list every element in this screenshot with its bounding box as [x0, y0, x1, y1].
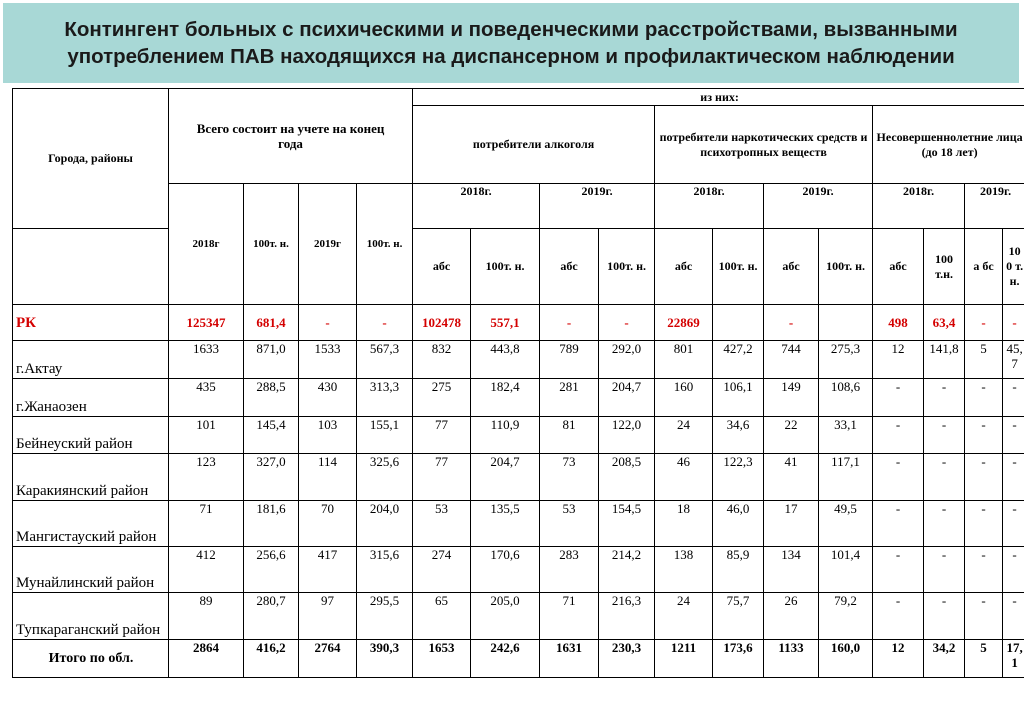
- cell: 18: [655, 501, 713, 547]
- cell: 134: [764, 547, 819, 593]
- cell: 443,8: [471, 341, 540, 379]
- cell: -: [1003, 305, 1024, 341]
- cell: 204,0: [357, 501, 413, 547]
- header-per100: 10 0 т. н.: [1003, 229, 1024, 305]
- header-total-2018: 2018г: [169, 184, 244, 305]
- cell: -: [1003, 593, 1024, 640]
- cell: 117,1: [819, 454, 873, 501]
- row-name: г.Жанаозен: [13, 379, 169, 417]
- header-per100: 100т. н.: [713, 229, 764, 305]
- header-per100: 100 т.н.: [924, 229, 965, 305]
- cell: 70: [299, 501, 357, 547]
- cell: [819, 305, 873, 341]
- row-name: Итого по обл.: [13, 640, 169, 678]
- cell: 22869: [655, 305, 713, 341]
- cell: -: [299, 305, 357, 341]
- cell: 427,2: [713, 341, 764, 379]
- cell: -: [965, 547, 1003, 593]
- header-alcohol: потребители алкоголя: [413, 106, 655, 184]
- cell: -: [873, 593, 924, 640]
- header-city-spacer: [13, 229, 169, 305]
- cell: 1533: [299, 341, 357, 379]
- header-of-them: из них:: [413, 89, 1024, 106]
- cell: -: [965, 593, 1003, 640]
- header-abs: абс: [540, 229, 599, 305]
- cell: 154,5: [599, 501, 655, 547]
- cell: 106,1: [713, 379, 764, 417]
- cell: 1631: [540, 640, 599, 678]
- cell: -: [965, 501, 1003, 547]
- cell: 275,3: [819, 341, 873, 379]
- cell: 97: [299, 593, 357, 640]
- cell: 256,6: [244, 547, 299, 593]
- cell: -: [924, 454, 965, 501]
- cell: -: [1003, 454, 1024, 501]
- cell: 204,7: [471, 454, 540, 501]
- cell: 77: [413, 454, 471, 501]
- cell: 103: [299, 417, 357, 454]
- header-total-per100-2019: 100т. н.: [357, 184, 413, 305]
- cell: -: [924, 379, 965, 417]
- cell: -: [965, 305, 1003, 341]
- cell: 12: [873, 640, 924, 678]
- cell: 281: [540, 379, 599, 417]
- cell: 125347: [169, 305, 244, 341]
- cell: 53: [413, 501, 471, 547]
- row-name: Тупкараганский район: [13, 593, 169, 640]
- cell: 182,4: [471, 379, 540, 417]
- cell: 1211: [655, 640, 713, 678]
- cell: 22: [764, 417, 819, 454]
- cell: 73: [540, 454, 599, 501]
- cell: 1133: [764, 640, 819, 678]
- table-row-total: [13, 640, 1024, 678]
- cell: 170,6: [471, 547, 540, 593]
- cell: 33,1: [819, 417, 873, 454]
- title-line-1: Контингент больных с психическими и поведенческими расстройствами, вызванными: [64, 18, 958, 41]
- cell: 744: [764, 341, 819, 379]
- cell: 498: [873, 305, 924, 341]
- header-minors: Несовершеннолетние лица (до 18 лет): [873, 106, 1024, 184]
- cell: 122,0: [599, 417, 655, 454]
- cell: 280,7: [244, 593, 299, 640]
- table-row: [13, 305, 1024, 341]
- cell: 138: [655, 547, 713, 593]
- cell: -: [1003, 417, 1024, 454]
- cell: -: [965, 417, 1003, 454]
- cell: 173,6: [713, 640, 764, 678]
- cell: 49,5: [819, 501, 873, 547]
- cell: 135,5: [471, 501, 540, 547]
- cell: 390,3: [357, 640, 413, 678]
- header-narcotic: потребители наркотических средств и психотропных веществ: [655, 106, 873, 184]
- header-abs: абс: [764, 229, 819, 305]
- cell: 63,4: [924, 305, 965, 341]
- header-total-per100-2018: 100т. н.: [244, 184, 299, 305]
- cell: 832: [413, 341, 471, 379]
- cell: -: [873, 454, 924, 501]
- table-row: [13, 547, 1024, 593]
- cell: 46: [655, 454, 713, 501]
- header-per100: 100т. н.: [599, 229, 655, 305]
- cell: 17: [764, 501, 819, 547]
- cell: 430: [299, 379, 357, 417]
- cell: 24: [655, 593, 713, 640]
- data-table: [12, 88, 1024, 678]
- table-row: [13, 593, 1024, 640]
- cell: -: [540, 305, 599, 341]
- cell: 34,2: [924, 640, 965, 678]
- cell: 24: [655, 417, 713, 454]
- cell: 26: [764, 593, 819, 640]
- row-name: г.Актау: [13, 341, 169, 379]
- cell: 292,0: [599, 341, 655, 379]
- cell: 871,0: [244, 341, 299, 379]
- table-row: [13, 501, 1024, 547]
- cell: -: [924, 417, 965, 454]
- cell: 114: [299, 454, 357, 501]
- cell: 155,1: [357, 417, 413, 454]
- cell: 283: [540, 547, 599, 593]
- header-total-group: Всего состоит на учете на конец года: [169, 89, 413, 184]
- cell: 416,2: [244, 640, 299, 678]
- cell: 2864: [169, 640, 244, 678]
- row-name: Мангистауский район: [13, 501, 169, 547]
- cell: -: [965, 454, 1003, 501]
- cell: 789: [540, 341, 599, 379]
- cell: -: [599, 305, 655, 341]
- header-minors-2019: 2019г.: [965, 184, 1024, 229]
- cell: 5: [965, 341, 1003, 379]
- cell: -: [873, 501, 924, 547]
- cell: 75,7: [713, 593, 764, 640]
- cell: 327,0: [244, 454, 299, 501]
- cell: 149: [764, 379, 819, 417]
- cell: 275: [413, 379, 471, 417]
- cell: 2764: [299, 640, 357, 678]
- cell: 160: [655, 379, 713, 417]
- header-minors-2018: 2018г.: [873, 184, 965, 229]
- cell: -: [1003, 547, 1024, 593]
- cell: 557,1: [471, 305, 540, 341]
- cell: 34,6: [713, 417, 764, 454]
- header-abs: абс: [413, 229, 471, 305]
- cell: 81: [540, 417, 599, 454]
- cell: 214,2: [599, 547, 655, 593]
- cell: 17,1: [1003, 640, 1024, 678]
- cell: 1633: [169, 341, 244, 379]
- cell: -: [873, 547, 924, 593]
- header-per100: 100т. н.: [471, 229, 540, 305]
- table-row: [13, 379, 1024, 417]
- header-alcohol-2019: 2019г.: [540, 184, 655, 229]
- cell: -: [873, 379, 924, 417]
- header-abs: абс: [655, 229, 713, 305]
- cell: 435: [169, 379, 244, 417]
- row-name: Каракиянский район: [13, 454, 169, 501]
- cell: 110,9: [471, 417, 540, 454]
- cell: 12: [873, 341, 924, 379]
- cell: 71: [169, 501, 244, 547]
- cell: 77: [413, 417, 471, 454]
- cell: -: [873, 417, 924, 454]
- row-name: Мунайлинский район: [13, 547, 169, 593]
- cell: -: [924, 593, 965, 640]
- cell: 145,4: [244, 417, 299, 454]
- header-per100: 100т. н.: [819, 229, 873, 305]
- cell: 681,4: [244, 305, 299, 341]
- cell: -: [1003, 501, 1024, 547]
- cell: 313,3: [357, 379, 413, 417]
- cell: 45,7: [1003, 341, 1024, 379]
- cell: [713, 305, 764, 341]
- cell: 102478: [413, 305, 471, 341]
- header-abs: а бс: [965, 229, 1003, 305]
- cell: 242,6: [471, 640, 540, 678]
- header-narcotic-2019: 2019г.: [764, 184, 873, 229]
- cell: 801: [655, 341, 713, 379]
- row-name: РК: [13, 305, 169, 341]
- cell: 274: [413, 547, 471, 593]
- cell: 85,9: [713, 547, 764, 593]
- cell: 216,3: [599, 593, 655, 640]
- header-abs: абс: [873, 229, 924, 305]
- cell: -: [1003, 379, 1024, 417]
- title-banner: [3, 3, 1019, 83]
- cell: 65: [413, 593, 471, 640]
- cell: -: [764, 305, 819, 341]
- table-row: [13, 341, 1024, 379]
- cell: 205,0: [471, 593, 540, 640]
- row-name: Бейнеуский район: [13, 417, 169, 454]
- cell: 1653: [413, 640, 471, 678]
- cell: 53: [540, 501, 599, 547]
- cell: -: [357, 305, 413, 341]
- header-total-2019: 2019г: [299, 184, 357, 305]
- cell: 230,3: [599, 640, 655, 678]
- header-city: Города, районы: [13, 89, 169, 229]
- cell: 208,5: [599, 454, 655, 501]
- cell: 204,7: [599, 379, 655, 417]
- header-narcotic-2018: 2018г.: [655, 184, 764, 229]
- cell: 71: [540, 593, 599, 640]
- page-title: [64, 16, 957, 70]
- table-row: [13, 417, 1024, 454]
- cell: 141,8: [924, 341, 965, 379]
- cell: 288,5: [244, 379, 299, 417]
- cell: 325,6: [357, 454, 413, 501]
- cell: 5: [965, 640, 1003, 678]
- cell: 123: [169, 454, 244, 501]
- cell: 160,0: [819, 640, 873, 678]
- cell: 41: [764, 454, 819, 501]
- title-line-2: употреблением ПАВ находящихся на диспансерном и профилактическом наблюдении: [67, 45, 955, 68]
- cell: 181,6: [244, 501, 299, 547]
- cell: -: [924, 547, 965, 593]
- cell: 412: [169, 547, 244, 593]
- cell: 101,4: [819, 547, 873, 593]
- header-alcohol-2018: 2018г.: [413, 184, 540, 229]
- cell: 46,0: [713, 501, 764, 547]
- cell: 567,3: [357, 341, 413, 379]
- cell: 101: [169, 417, 244, 454]
- cell: -: [924, 501, 965, 547]
- table-row: [13, 454, 1024, 501]
- cell: -: [965, 379, 1003, 417]
- cell: 122,3: [713, 454, 764, 501]
- cell: 417: [299, 547, 357, 593]
- cell: 295,5: [357, 593, 413, 640]
- cell: 315,6: [357, 547, 413, 593]
- cell: 108,6: [819, 379, 873, 417]
- cell: 89: [169, 593, 244, 640]
- cell: 79,2: [819, 593, 873, 640]
